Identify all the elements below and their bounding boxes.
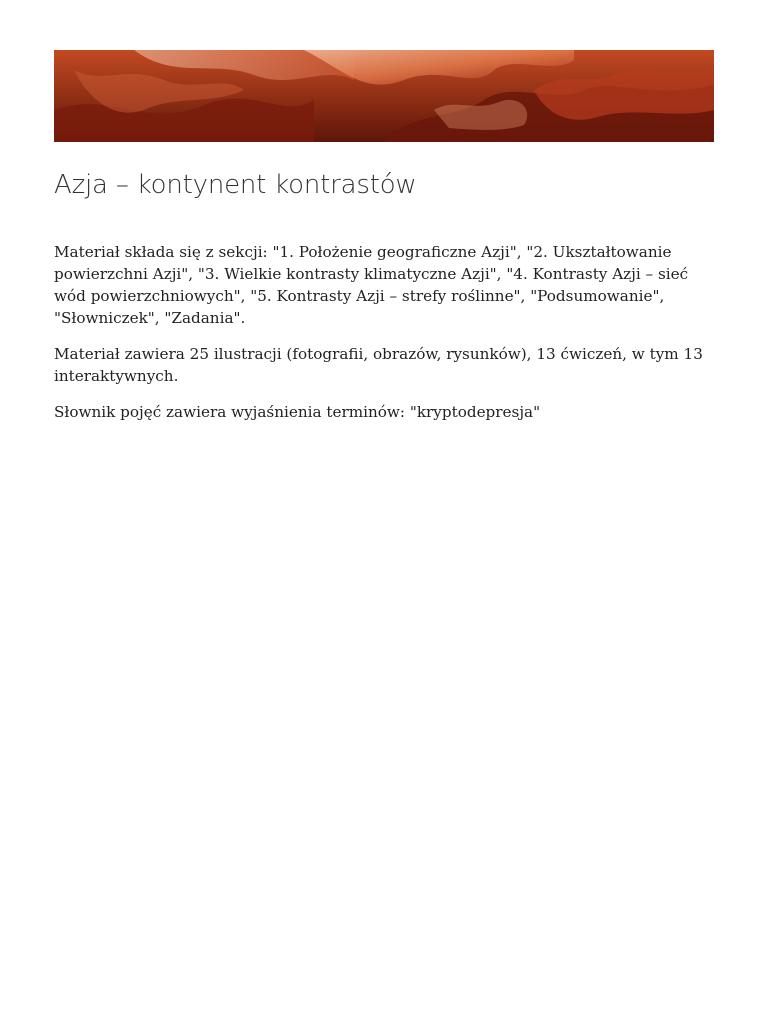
document-body <box>54 241 714 437</box>
illustrations-paragraph: Materiał zawiera 25 ilustracji (fotografii, obrazów, rysunków), 13 ćwiczeń, w tym 13 interaktywnych. <box>54 345 703 385</box>
header-banner-image <box>54 50 714 142</box>
glossary-paragraph: Słownik pojęć zawiera wyjaśnienia terminów: "kryptodepresja" <box>54 403 541 421</box>
canyon-rock-illustration <box>54 50 714 142</box>
page-title: Azja – kontynent kontrastów <box>54 170 417 200</box>
sections-paragraph: Materiał składa się z sekcji: "1. Położenie geograficzne Azji", "2. Ukształtowanie powierzchni Azji", "3. Wielkie kontrasty klimatyczne Azji", "4. Kontrasty Azji – sieć wód powierzchniowych", "5. Kontrasty Azji – strefy roślinne", "Podsumowanie", "Słowniczek", "Zadania". <box>54 243 689 327</box>
